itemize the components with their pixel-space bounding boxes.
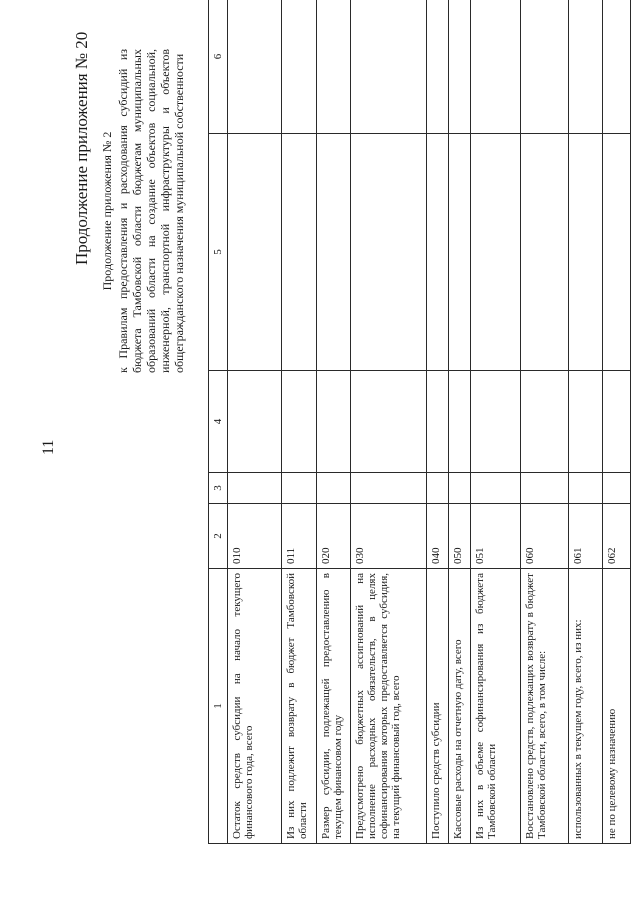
- table-cell: [228, 134, 282, 371]
- table-cell: [228, 473, 282, 504]
- table-cell: [317, 134, 351, 371]
- row-indicator: Из них в объеме софинансирования из бюджета Тамбовской области: [471, 569, 521, 844]
- table-cell: [569, 0, 603, 134]
- table-cell: [603, 371, 631, 473]
- appendix-continuation-title: Продолжение приложения № 20: [72, 31, 91, 265]
- row-indicator: Кассовые расходы на отчетную дату, всего: [449, 569, 471, 844]
- column-header: 5: [209, 134, 228, 371]
- column-header: 6: [209, 0, 228, 134]
- table-cell: [449, 371, 471, 473]
- row-indicator: не по целевому назначению: [603, 569, 631, 844]
- table-row: [427, 0, 449, 844]
- table-cell: [521, 473, 569, 504]
- table-cell: [427, 134, 449, 371]
- table-cell: [569, 473, 603, 504]
- appendix-note: [100, 49, 186, 373]
- appendix-note-title: Продолжение приложения № 2: [100, 131, 114, 291]
- table-cell: [603, 134, 631, 371]
- table-cell: [471, 473, 521, 504]
- column-header: 4: [209, 371, 228, 473]
- table-row: [282, 0, 317, 844]
- table-cell: [569, 134, 603, 371]
- appendix-note-text: к Правилам предоставления и расходования субсидий из бюджета Тамбовской области бюджетам муниципальных образований области на создание объектов социальной, инженерной, транспортной инфраструктуры и объектов общегражданского назначения муниципальной собственности: [116, 49, 186, 373]
- row-code: 040: [427, 504, 449, 569]
- table-cell: [471, 371, 521, 473]
- table-cell: [427, 0, 449, 134]
- table-cell: [603, 0, 631, 134]
- column-header: 1: [209, 569, 228, 844]
- table-cell: [471, 134, 521, 371]
- row-code: 060: [521, 504, 569, 569]
- row-indicator: Поступило средств субсидии: [427, 569, 449, 844]
- table-row: [471, 0, 521, 844]
- row-code: 020: [317, 504, 351, 569]
- table-row: [351, 0, 427, 844]
- table-cell: [282, 134, 317, 371]
- table-row: [449, 0, 471, 844]
- column-header: 2: [209, 504, 228, 569]
- table-cell: [351, 371, 427, 473]
- table-cell: [317, 0, 351, 134]
- row-code: 061: [569, 504, 603, 569]
- row-code: 050: [449, 504, 471, 569]
- row-code: 030: [351, 504, 427, 569]
- table-cell: [351, 134, 427, 371]
- row-indicator: Размер субсидии, подлежащей предоставлению в текущем финансовом году: [317, 569, 351, 844]
- table-cell: [317, 473, 351, 504]
- column-header: 3: [209, 473, 228, 504]
- row-indicator: Из них подлежит возврату в бюджет Тамбовской области: [282, 569, 317, 844]
- row-indicator: использованных в текущем году, всего, из них:: [569, 569, 603, 844]
- table-cell: [449, 0, 471, 134]
- table-cell: [569, 371, 603, 473]
- table-cell: [282, 0, 317, 134]
- table-row: [317, 0, 351, 844]
- row-code: 010: [228, 504, 282, 569]
- row-indicator: Остаток средств субсидии на начало текущего финансового года, всего: [228, 569, 282, 844]
- table-cell: [471, 0, 521, 134]
- table-cell: [521, 134, 569, 371]
- table-cell: [351, 473, 427, 504]
- row-code: 051: [471, 504, 521, 569]
- table-cell: [603, 473, 631, 504]
- table-row: [603, 0, 631, 844]
- table-cell: [282, 473, 317, 504]
- table-cell: [427, 473, 449, 504]
- subsidy-report-table: [208, 0, 631, 844]
- table-cell: [427, 371, 449, 473]
- table-cell: [351, 0, 427, 134]
- row-code: 011: [282, 504, 317, 569]
- page-number: 11: [40, 439, 57, 455]
- table-cell: [449, 473, 471, 504]
- table-header-row: [209, 0, 228, 844]
- table-cell: [521, 371, 569, 473]
- table-row: [228, 0, 282, 844]
- table-cell: [317, 371, 351, 473]
- table-cell: [521, 0, 569, 134]
- row-code: 062: [603, 504, 631, 569]
- table-row: [569, 0, 603, 844]
- table-cell: [228, 0, 282, 134]
- row-indicator: Восстановлено средств, подлежащих возврату в бюджет Тамбовской области, всего, в том числе:: [521, 569, 569, 844]
- table-row: [521, 0, 569, 844]
- table-cell: [449, 134, 471, 371]
- table-cell: [282, 371, 317, 473]
- row-indicator: Предусмотрено бюджетных ассигнований на исполнение расходных обязательств, в целях софинансирования которых предоставляется субсидия, на текущий финансовый год, всего: [351, 569, 427, 844]
- table-cell: [228, 371, 282, 473]
